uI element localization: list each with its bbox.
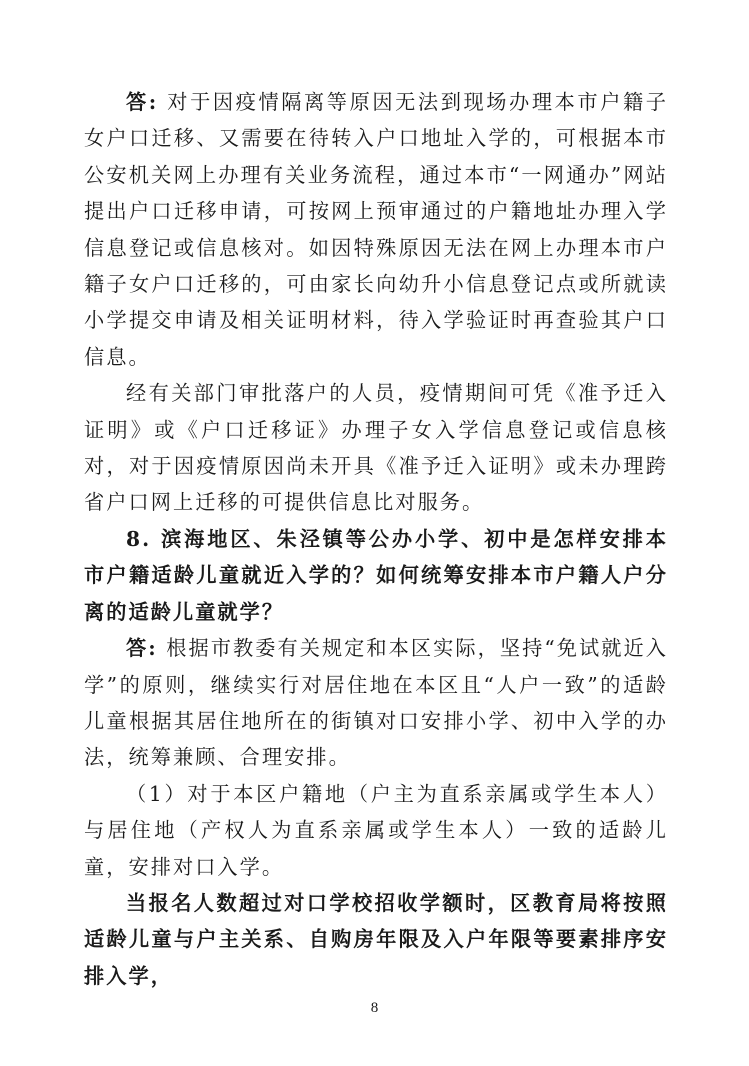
answer-paragraph-1 (84, 84, 668, 375)
bold-paragraph: 当报名人数超过对口学校招收学额时，区教育局将按照适龄儿童与户主关系、自购房年限及入户年限等要素排序安排入学， (84, 890, 668, 988)
body-paragraph-2: 经有关部门审批落户的人员，疫情期间可凭《准予迁入证明》或《户口迁移证》办理子女入学信息登记或信息核对，对于因疫情原因尚未开具《准予迁入证明》或未办理跨省户口网上迁移的可提供信息比对服务。 (84, 381, 668, 515)
question-heading-8: 8. 滨海地区、朱泾镇等公办小学、初中是怎样安排本市户籍适龄儿童就近入学的？如何统筹安排本市户籍人户分离的适龄儿童就学？ (84, 526, 668, 624)
answer-text: 根据市教委有关规定和本区实际，坚持“免试就近入学”的原则，继续实行对居住地在本区且“人户一致”的适龄儿童根据其居住地所在的街镇对口安排小学、初中入学的办法，统筹兼顾、合理安排。 (84, 636, 668, 770)
page-number: 8 (370, 1000, 379, 1016)
answer-text: 对于因疫情隔离等原因无法到现场办理本市户籍子女户口迁移、又需要在待转入户口地址入学的，可根据本市公安机关网上办理有关业务流程，通过本市“一网通办”网站提出户口迁移申请，可按网上预审通过的户籍地址办理入学信息登记或信息核对。如因特殊原因无法在网上办理本市户籍子女户口迁移的，可由家长向幼升小信息登记点或所就读小学提交申请及相关证明材料，待入学验证时再查验其户口信息。 (84, 90, 668, 369)
answer-label: 答: (126, 636, 158, 661)
answer-label: 答: (126, 90, 159, 114)
list-item-1: （1）对于本区户籍地（户主为直系亲属或学生本人）与居住地（产权人为直系亲属或学生本人）一致的适龄儿童，安排对口入学。 (84, 781, 668, 879)
answer-paragraph-2 (84, 630, 668, 776)
page-content (84, 84, 668, 994)
